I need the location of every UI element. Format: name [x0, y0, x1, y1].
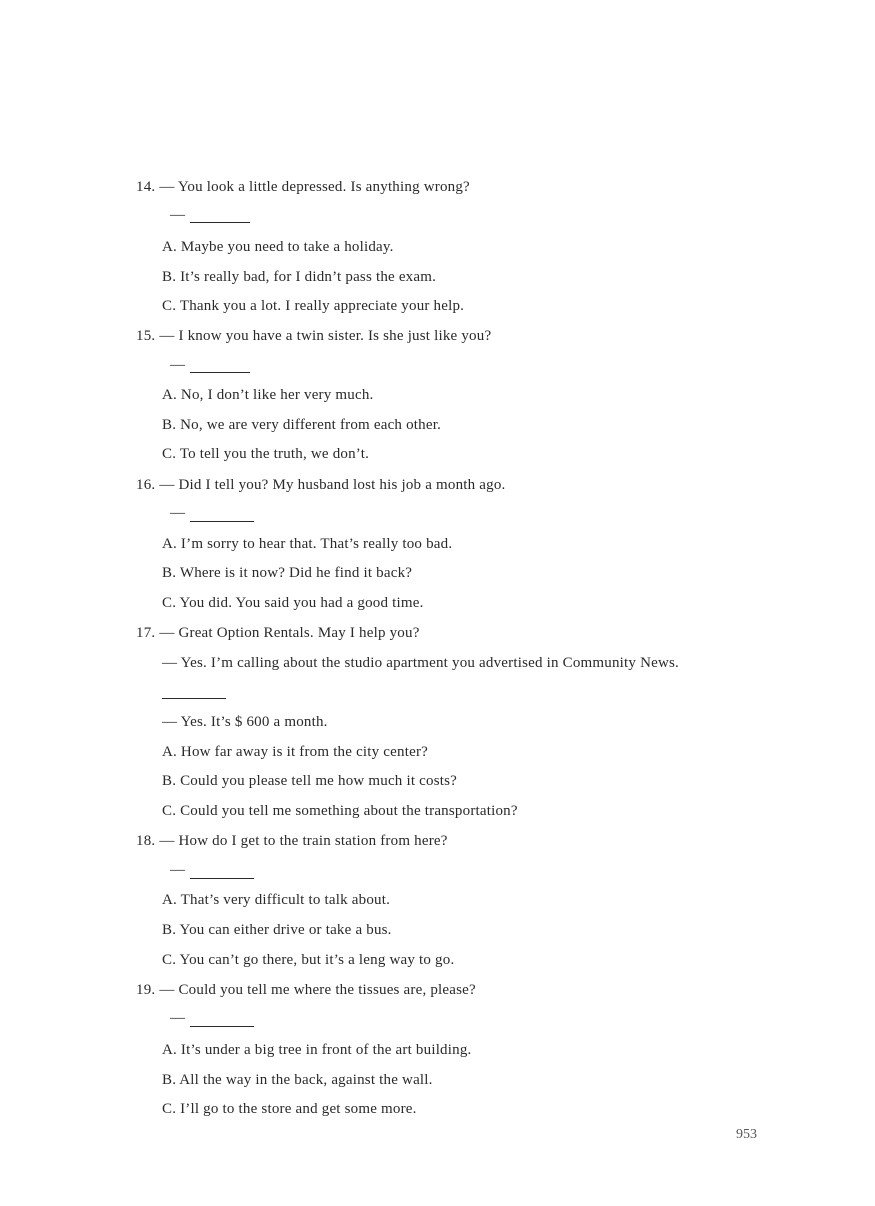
reply-dash: —	[170, 505, 186, 521]
option-a: A. No, I don’t like her very much.	[162, 387, 374, 403]
question-18	[136, 831, 448, 851]
question-number: 16.	[136, 477, 156, 493]
dialogue-reply: — Yes. It’s $ 600 a month.	[162, 714, 328, 730]
option-c: C. I’ll go to the store and get some more.	[162, 1101, 417, 1117]
blank-line	[190, 521, 254, 522]
dialogue-line: — Yes. I’m calling about the studio apartment you advertised in Community News.	[162, 655, 679, 671]
question-prompt: — Great Option Rentals. May I help you?	[159, 625, 420, 641]
answer-blank-17	[162, 698, 226, 699]
option-c: C. You can’t go there, but it’s a leng way to go.	[162, 952, 455, 968]
question-number: 19.	[136, 982, 156, 998]
question-prompt: — Could you tell me where the tissues are, please?	[159, 982, 476, 998]
question-19	[136, 980, 476, 1000]
option-a: A. That’s very difficult to talk about.	[162, 892, 391, 908]
blank-line	[190, 372, 250, 373]
option-c: C. You did. You said you had a good time.	[162, 595, 424, 611]
reply-dash: —	[170, 862, 186, 878]
option-b: B. You can either drive or take a bus.	[162, 922, 392, 938]
page-number: 953	[736, 1127, 757, 1142]
question-number: 18.	[136, 833, 156, 849]
blank-line	[190, 1026, 254, 1027]
question-prompt: — I know you have a twin sister. Is she just like you?	[159, 328, 492, 344]
blank-line	[190, 222, 250, 223]
option-b: B. Where is it now? Did he find it back?	[162, 565, 413, 581]
option-b: B. It’s really bad, for I didn’t pass the exam.	[162, 269, 437, 285]
option-a: A. I’m sorry to hear that. That’s really too bad.	[162, 536, 453, 552]
question-16	[136, 475, 506, 495]
option-c: C. Thank you a lot. I really appreciate your help.	[162, 298, 465, 314]
option-b: B. All the way in the back, against the wall.	[162, 1072, 433, 1088]
reply-dash: —	[170, 357, 186, 373]
reply-dash: —	[170, 1010, 186, 1026]
option-b: B. No, we are very different from each other.	[162, 417, 442, 433]
question-prompt: — Did I tell you? My husband lost his job a month ago.	[159, 477, 506, 493]
question-number: 17.	[136, 625, 156, 641]
question-prompt: — You look a little depressed. Is anything wrong?	[159, 179, 470, 195]
question-number: 14.	[136, 179, 156, 195]
option-b: B. Could you please tell me how much it costs?	[162, 773, 457, 789]
option-a: A. How far away is it from the city center?	[162, 744, 429, 760]
option-a: A. It’s under a big tree in front of the art building.	[162, 1042, 472, 1058]
blank-line	[190, 878, 254, 879]
option-c: C. To tell you the truth, we don’t.	[162, 446, 370, 462]
option-c: C. Could you tell me something about the transportation?	[162, 803, 518, 819]
question-prompt: — How do I get to the train station from here?	[159, 833, 448, 849]
question-number: 15.	[136, 328, 156, 344]
question-15	[136, 326, 491, 346]
option-a: A. Maybe you need to take a holiday.	[162, 239, 394, 255]
question-14	[136, 177, 470, 197]
reply-dash: —	[170, 207, 186, 223]
question-17	[136, 623, 420, 643]
